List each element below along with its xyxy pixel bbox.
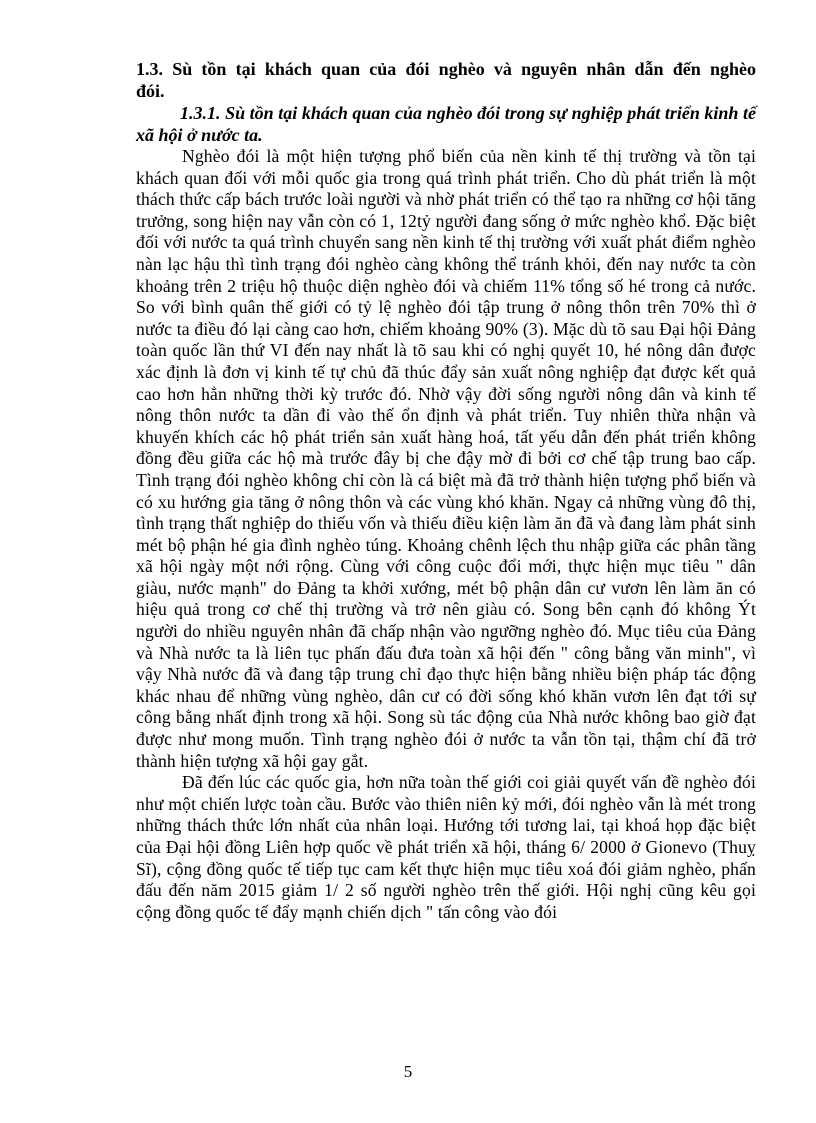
subsection-heading: 1.3.1. Sù tồn tại khách quan của nghèo đói trong sự nghiệp phát triển kinh tế xã hội ở nước ta.: [136, 103, 756, 145]
body-paragraph-2: Đã đến lúc các quốc gia, hơn nữa toàn thế giới coi giải quyết vấn đề nghèo đói như một chiến lược toàn cầu. Bước vào thiên niên kỷ mới, đói nghèo vẫn là mét trong những thách thức lớn nhất của nhân loại. Hướng tới tương lai, tại khoá họp đặc biệt của Đại hội đồng Liên hợp quốc về phát triển xã hội, tháng 6/ 2000 ở Gionevo (Thuỵ Sĩ), cộng đồng quốc tế tiếp tục cam kết thực hiện mục tiêu xoá đói giảm nghèo, phấn đấu đến năm 2015 giảm 1/ 2 số người nghèo trên thế giới. Hội nghị cũng kêu gọi cộng đồng quốc tế đẩy mạnh chiến dịch " tấn công vào đói: [136, 772, 756, 922]
page-number: 5: [403, 1062, 413, 1081]
body-paragraph-1: Nghèo đói là một hiện tượng phổ biến của nền kinh tế thị trường và tồn tại khách quan đối với mỗi quốc gia trong quá trình phát triển. Cho dù phát triển là một thách thức cấp bách trước loài người và nhờ phát triển có thể tạo ra những cơ hội tăng trưởng, song hiện nay vẫn còn có 1, 12tỷ người đang sống ở mức nghèo khổ. Đặc biệt đối với nước ta quá trình chuyển sang nền kinh tế thị trường với xuất phát điểm nghèo nàn lạc hậu thì tình trạng đói nghèo càng không thể tránh khỏi, đến nay nước ta còn khoảng trên 2 triệu hộ thuộc diện nghèo đói và chiếm 11% tổng số hé trong cả nước. So với bình quân thế giới có tỷ lệ nghèo đói tập trung ở nông thôn trên 70% thì ở nước ta điều đó lại càng cao hơn, chiếm khoảng 90% (3). Mặc dù tõ sau Đại hội Đảng toàn quốc lần thứ VI đến nay nhất là tõ sau khi có nghị quyết 10, hé nông dân được xác định là đơn vị kinh tế tự chủ đã thúc đẩy sản xuất nông nghiệp đạt được kết quả cao hơn hẳn những thời kỳ trước đó. Nhờ vậy đời sống người nông dân và kinh tế nông thôn nước ta dần đi vào thế ổn định và phát triển. Tuy nhiên thừa nhận và khuyến khích các hộ phát triển sản xuất hàng hoá, tất yếu dẫn đến phát triển không đồng đều giữa các hộ mà trước đây bị che đậy mờ đi bởi cơ chế tập trung bao cấp. Tình trạng đói nghèo không chỉ còn là cá biệt mà đã trở thành hiện tượng phổ biến và có xu hướng gia tăng ở nông thôn và các vùng khó khăn. Ngay cả những vùng đô thị, tình trạng thất nghiệp do thiếu vốn và thiếu điều kiện làm ăn đã và đang làm phát sinh mét bộ phận hé gia đình nghèo túng. Khoảng chênh lệch thu nhập giữa các phân tầng xã hội ngày một nới rộng. Cùng với công cuộc đổi mới, thực hiện mục tiêu " dân giàu, nước mạnh" do Đảng ta khởi xướng, mét bộ phận dân cư vươn lên làm ăn có hiệu quả trong cơ chế thị trường và trở nên giàu có. Song bên cạnh đó không Ýt người do nhiều nguyên nhân đã chấp nhận vào ngưỡng nghèo đó. Mục tiêu của Đảng và Nhà nước ta là liên tục phấn đấu đưa toàn xã hội đến " công bằng văn minh", vì vậy Nhà nước đã và đang tập trung chỉ đạo thực hiện bằng nhiều biện pháp tác động khác nhau để những vùng nghèo, dân cư có đời sống khó khăn vươn lên đạt tới sự công bằng nhất định trong xã hội. Song sù tác động của Nhà nước không bao giờ đạt được như mong muốn. Tình trạng nghèo đói ở nước ta vẫn tồn tại, thậm chí đã trở thành hiện tượng xã hội gay gắt.: [136, 146, 756, 771]
section-heading: 1.3. Sù tồn tại khách quan của đói nghèo và nguyên nhân dẫn đến nghèo đói.: [136, 59, 756, 101]
